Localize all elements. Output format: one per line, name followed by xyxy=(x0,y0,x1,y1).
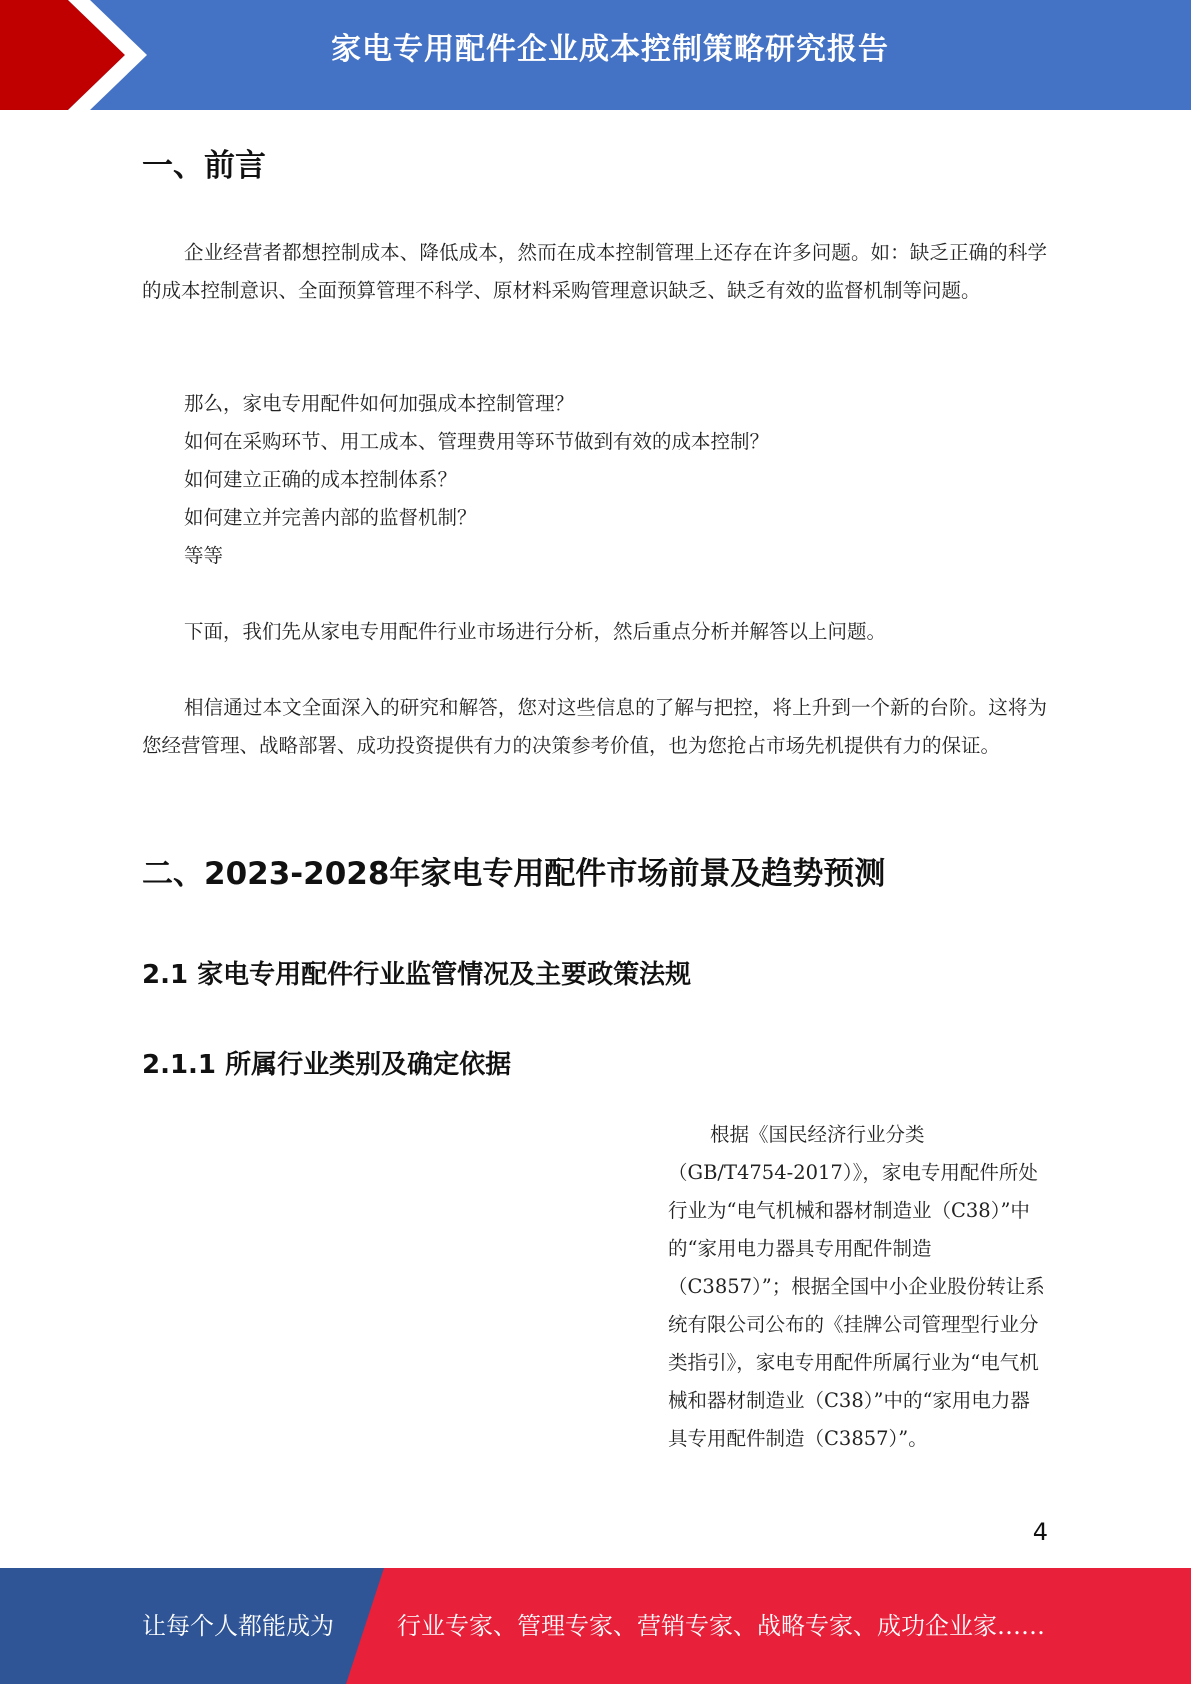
preface-paragraph-2: 下面，我们先从家电专用配件行业市场进行分析，然后重点分析并解答以上问题。 xyxy=(184,620,887,643)
header-chevron-decoration xyxy=(0,0,160,110)
preface-paragraph-3: 相信通过本文全面深入的研究和解答，您对这些信息的了解与把控，将上升到一个新的台阶。这将为您经营管理、战略部署、成功投资提供有力的决策参考价值，也为您抢占市场先机提供有力的保证。 xyxy=(142,696,1047,757)
question-line-1: 那么，家电专用配件如何加强成本控制管理？ xyxy=(184,392,575,415)
footer-slogan-right: 行业专家、管理专家、营销专家、战略专家、成功企业家…… xyxy=(397,1612,1045,1640)
page-footer xyxy=(0,1568,1191,1684)
page-number: 4 xyxy=(1032,1518,1048,1546)
industry-category-paragraph: 根据《国民经济行业分类（GB/T4754-2017）》，家电专用配件所处行业为“电气机械和器材制造业（C38）”中的“家用电力器具专用配件制造（C3857）”；根据全国中小企业股份转让系统有限公司公布的《挂牌公司管理型行业分类指引》，家电专用配件所属行业为“电气机械和器材制造业（C38）”中的“家用电力器具专用配件制造（C3857）”。 xyxy=(668,1123,1045,1450)
question-line-2: 如何在采购环节、用工成本、管理费用等环节做到有效的成本控制？ xyxy=(184,430,770,453)
header-title: 家电专用配件企业成本控制策略研究报告 xyxy=(331,32,889,67)
question-line-4: 如何建立并完善内部的监督机制？ xyxy=(184,506,477,529)
question-line-3: 如何建立正确的成本控制体系？ xyxy=(184,468,458,491)
heading-regulation: 2.1 家电专用配件行业监管情况及主要政策法规 xyxy=(142,960,692,990)
preface-paragraph-1: 企业经营者都想控制成本、降低成本，然而在成本控制管理上还存在许多问题。如：缺乏正确的科学的成本控制意识、全面预算管理不科学、原材料采购管理意识缺乏、缺乏有效的监督机制等问题。 xyxy=(142,241,1047,302)
heading-market-forecast: 二、2023-2028年家电专用配件市场前景及趋势预测 xyxy=(142,856,886,892)
page-header xyxy=(0,0,1191,110)
heading-preface: 一、前言 xyxy=(142,148,266,184)
question-line-5: 等等 xyxy=(184,544,224,567)
footer-slogan-left: 让每个人都能成为 xyxy=(142,1612,334,1640)
heading-industry-category: 2.1.1 所属行业类别及确定依据 xyxy=(142,1050,512,1080)
